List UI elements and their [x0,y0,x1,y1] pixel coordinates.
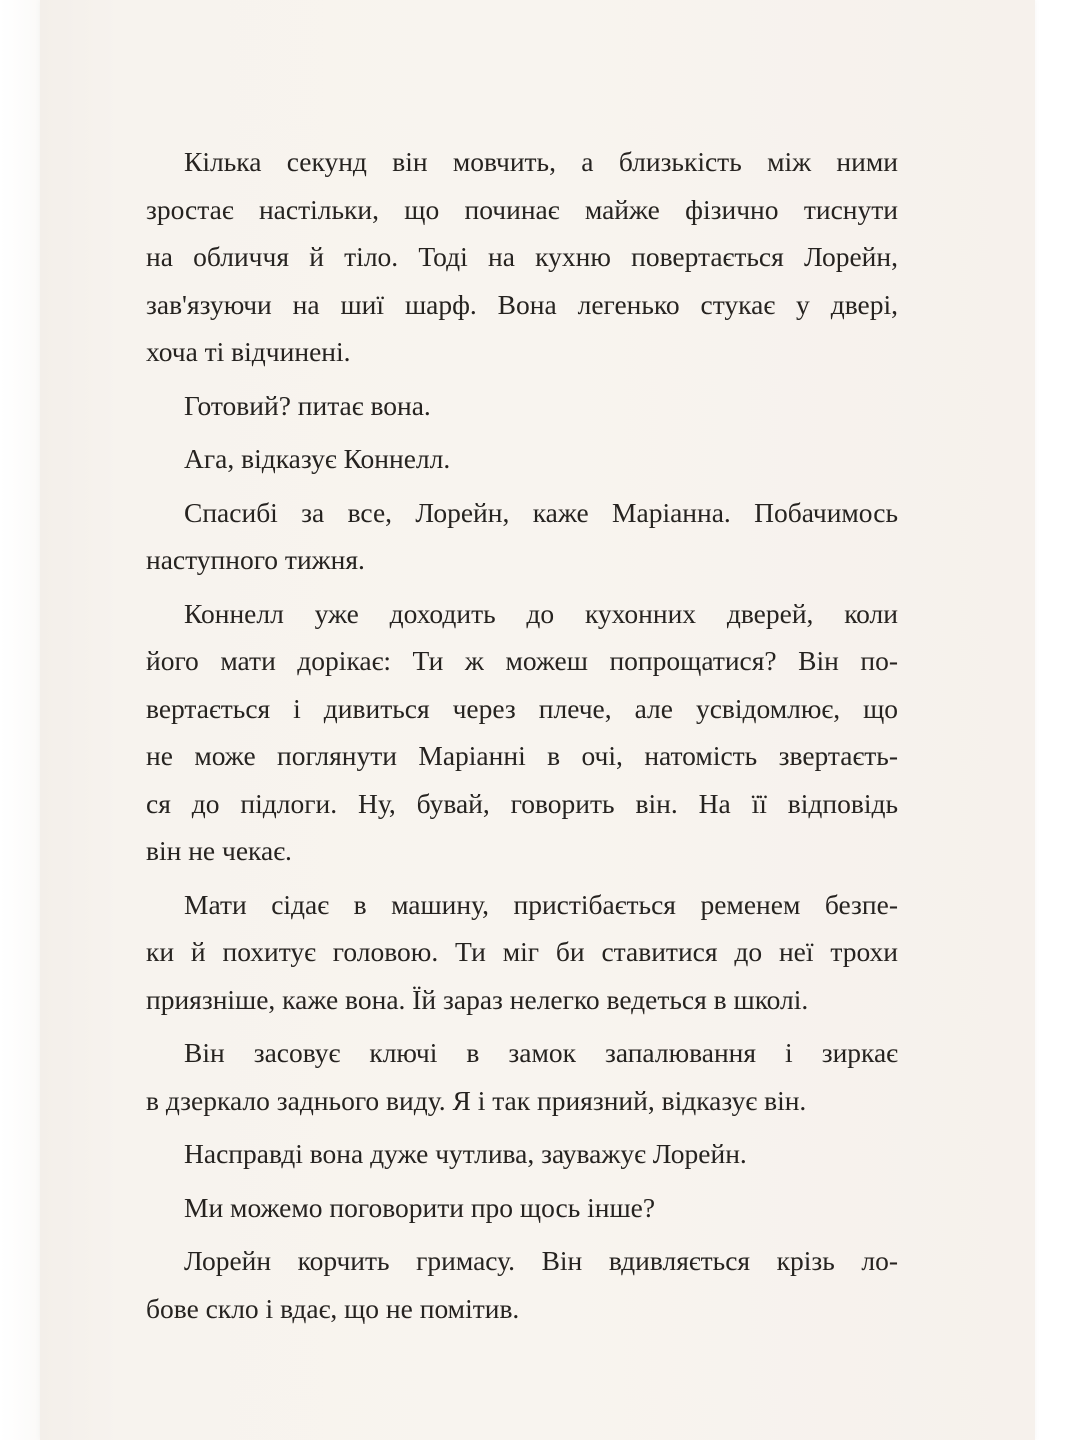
paragraph [146,382,898,430]
text-line: хоча ті відчинені. [146,336,351,367]
paragraph [146,489,898,584]
text-line: він не чекає. [146,835,292,866]
text-line: Готовий? питає вона. [184,389,431,421]
paragraph [146,138,898,376]
text-line: наступного тижня. [146,544,365,575]
text-line: Лорейн корчить гримасу. Він вдивляється крізь ло- [184,1245,898,1276]
text-line: зав'язуючи на шиї шарф. Вона легенько стукає у двері, [146,288,898,320]
page-text [146,138,898,1338]
text-line: Він засовує ключі в замок запалювання і зиркає [184,1037,898,1068]
paragraph [146,1237,898,1332]
text-line: приязніше, каже вона. Їй зараз нелегко ведеться в школі. [146,983,809,1015]
text-line: на обличчя й тіло. Тоді на кухню повертається Лорейн, [146,241,898,272]
paragraph [146,1184,898,1232]
text-line: ся до підлоги. Ну, бувай, говорить він. На її відповідь [146,787,898,819]
page-margin [0,0,40,1440]
text-line: ки й похитує головою. Ти міг би ставитися до неї трохи [146,936,898,967]
paragraph [146,435,898,483]
text-line: Спасибі за все, Лорейн, каже Маріанна. Побачимось [184,496,898,528]
text-line: вертається і дивиться через плече, але усвідомлює, що [146,692,898,724]
paragraph [146,881,898,1024]
paragraph [146,590,898,875]
text-line: бове скло і вдає, що не помітив. [146,1292,520,1324]
text-line: Ми можемо поговорити про щось інше? [184,1191,656,1223]
text-line: Мати сідає в машину, пристібається ременем безпе- [184,888,898,920]
text-line: в дзеркало заднього виду. Я і так приязний, відказує він. [146,1084,807,1116]
text-line: Ага, відказує Коннелл. [184,443,451,474]
text-line: Кілька секунд він мовчить, а близькість між ними [184,146,898,177]
text-line: зростає настільки, що починає майже фізично тиснути [146,193,898,225]
paragraph [146,1130,898,1178]
text-line: його мати дорікає: Ти ж можеш попрощатися? Він по- [146,645,898,676]
text-line: Насправді вона дуже чутлива, зауважує Лорейн. [184,1138,747,1169]
text-line: Коннелл уже доходить до кухонних дверей, коли [184,597,898,629]
text-line: не може поглянути Маріанні в очі, натомість звертаєть- [146,740,898,771]
paragraph [146,1029,898,1124]
